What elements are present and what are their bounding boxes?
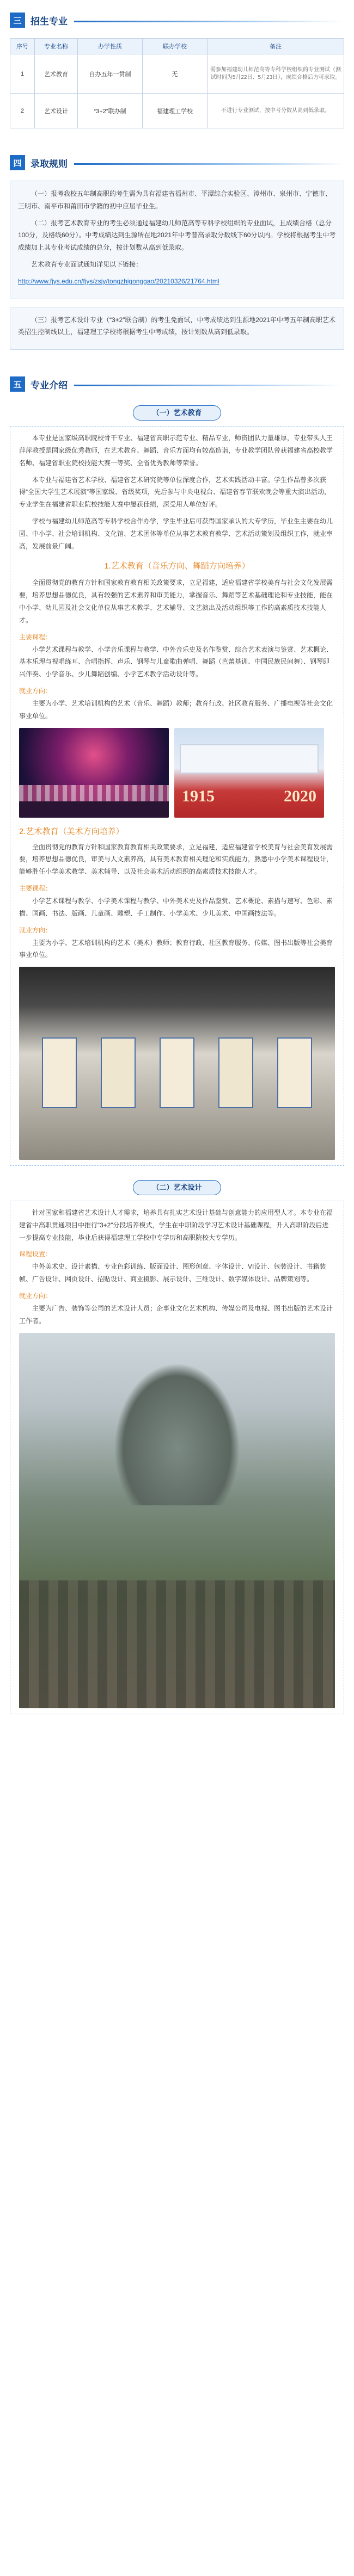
rules-box-2	[10, 307, 344, 350]
label-courses: 主要课程：	[19, 884, 52, 892]
dancers-silhouette	[19, 785, 169, 801]
majors-table	[10, 38, 344, 128]
table-cell: 2	[10, 94, 35, 128]
section-header-3	[10, 8, 344, 33]
section-header-4	[10, 150, 344, 175]
section-divider	[74, 21, 344, 22]
outdoor-sketching-photo	[19, 1333, 335, 1708]
rule-paragraph: （三）报考艺术设计专业（“3+2”联合制）的考生免面试，中考成绩达到生源地2021年中考五年制高职艺术类招生控制线以上，福建理工学校将根据考生中考成绩，按计划数从高到低录取。	[18, 316, 336, 336]
intro-paragraph: 针对国家和福建省艺术设计人才需求，培养具有扎实艺术设计基础与创意能力的应用型人才。本专业在福建省中高职贯通项目中推行“3+2”分段培养模式，学生在中职阶段学习艺术设计基础课程，升入高职阶段后进一步提高专业技能，毕业后获得福建理工学校中专学历和高职院校大专学历。	[19, 1209, 333, 1241]
art-design-frame	[10, 1201, 344, 1714]
section-divider	[74, 385, 344, 386]
table-row	[10, 94, 344, 128]
label-jobs: 就业方向：	[19, 687, 52, 695]
label-courses: 课程设置：	[19, 1250, 52, 1258]
intro-paragraph: 全面贯彻党的教育方针和国家教育教育相关政策要求，立足福建，适应福建省学校美育与社会文化发展需要，培养思想品德优良，具有较强的艺术素养和审美能力，掌握音乐、舞蹈等艺术基础理论和专业技能，能在中小学、幼儿园及社会文化单位从事艺术教学、艺术辅导、文艺演出及活动组织等工作的高素质技术技能人才。	[19, 579, 333, 624]
interview-notice-link[interactable]: http://www.fjys.edu.cn/fjys/zsjy/tongzhigonggao/20210326/21764.html	[18, 277, 219, 285]
table-cell: “3+2”联办制	[78, 94, 143, 128]
stage-floor	[19, 801, 169, 818]
subsection-title: 1.艺术教育（音乐方向、舞蹈方向培养）	[104, 561, 250, 571]
subsection-pill: （一）艺术教育	[133, 405, 221, 421]
building-backdrop	[180, 744, 319, 774]
table-cell: 艺术设计	[35, 94, 78, 128]
gallery-exhibition-photo	[19, 967, 335, 1160]
section-number: 三	[10, 13, 25, 28]
label-jobs: 就业方向：	[19, 926, 52, 934]
table-cell: 自办五年一贯制	[78, 54, 143, 94]
rule-paragraph: 艺术教育专业面试通知详见以下链接：	[31, 260, 143, 268]
section-title: 录取规则	[30, 158, 68, 169]
intro-paragraph: 学校与福建幼儿师范高等专科学校合作办学，学生毕业后可获得国家承认的大专学历，毕业生主要在幼儿园、中小学、社会培训机构、文化馆、艺术团体等单位从事艺术教育教学、艺术活动策划及组织工作，就业率高，发展前景广阔。	[19, 517, 333, 550]
table-header-row	[10, 39, 344, 54]
intro-paragraph: 主要为小学、艺术培训机构的艺术（音乐、舞蹈）教师；教育行政、社区教育服务、广播电视等社会文化事业单位。	[19, 699, 333, 720]
table-header: 序号	[10, 39, 35, 54]
hanging-paintings	[30, 1037, 324, 1108]
anniversary-stage-photo	[174, 728, 324, 818]
intro-paragraph: 本专业与福建省艺术学校、福建省艺术研究院等单位深度合作，艺术实践活动丰富。学生作品曾多次获得“全国大学生艺术展演”等国家级、省级奖项，先后参与中央电视台、福建省春节联欢晚会等重大演出活动，专业学生在福建省职业院校技能大赛中屡获佳绩，深受用人单位好评。	[19, 475, 331, 509]
intro-paragraph: 全面贯彻党的教育方针和国家教育教育相关政策要求，立足福建，适应福建省学校美育与社会美育发展需要，培养思想品德优良，审美与人文素养高，具有美术教育相关理论和实践能力，熟悉中小学美术课程设计，能够胜任小学美术教学、美术辅导、以及社会美术活动组织的高素质技术技能人才。	[19, 843, 333, 876]
intro-paragraph: 主要为小学、艺术培训机构的艺术（美术）教师；教育行政、社区教育服务、传媒、图书出版等社会美育事业单位。	[19, 938, 333, 959]
painting-icon	[218, 1037, 253, 1108]
year-1915: 1915	[182, 787, 215, 805]
table-header: 备注	[207, 39, 344, 54]
painting-icon	[277, 1037, 312, 1108]
table-header: 专业名称	[35, 39, 78, 54]
intro-paragraph: 本专业是国家级高职院校骨干专业、福建省高职示范专业、精品专业，师资团队力量雄厚，专业带头人王萍萍教授是国家级优秀教师，在艺术教育、舞蹈、音乐方面均有较高造诣，专业教学团队曾获福建省高校教学名师、福建省职业院校技能大赛一等奖、全省优秀教师等荣誉。	[19, 434, 333, 467]
table-row	[10, 54, 344, 94]
intro-paragraph: 小学艺术课程与教学、小学美术课程与教学、中外美术史及作品鉴赏、艺术概论、素描与速写、色彩、素描、国画、书法、版画、儿童画、雕塑、手工制作、小学美术、少儿美术、中国画技法等。	[19, 897, 333, 917]
section-number: 四	[10, 155, 25, 170]
section-title: 招生专业	[30, 16, 68, 27]
table-cell: 福建理工学校	[143, 94, 207, 128]
intro-paragraph: 中外美术史、设计素描、专业色彩训练、版面设计、图形创意、字体设计、VI设计、包装设计、书籍装帧、广告设计、网页设计、招贴设计、商业摄影、展示设计、三维设计、数字媒体设计、品牌策划等。	[19, 1263, 326, 1283]
painting-icon	[101, 1037, 136, 1108]
section-title: 专业介绍	[30, 380, 68, 391]
section-number: 五	[10, 376, 25, 392]
year-2020: 2020	[284, 787, 316, 805]
intro-paragraph: 小学艺术课程与教学、小学音乐课程与教学、中外音乐史及名作鉴赏、综合艺术表演与鉴赏、艺术概论、基本乐理与视唱练耳、合唱指挥、声乐、钢琴与儿童歌曲弹唱、舞蹈（芭蕾基训、中国民族民间舞）、钢琴即兴伴奏、小学音乐、少儿舞蹈创编、小学艺术教学活动设计等。	[19, 645, 333, 678]
label-courses: 主要课程：	[19, 633, 52, 641]
table-header: 联办学校	[143, 39, 207, 54]
mountain-rock	[114, 1363, 240, 1505]
section-divider	[74, 163, 344, 165]
table-header: 办学性质	[78, 39, 143, 54]
table-cell: 不进行专业测试，按中考分数从高到低录取。	[207, 94, 344, 128]
table-cell: 需参加福建幼儿师范高等专科学校组织的专业测试（测试时间为5月22日、5月23日），成绩合格后方可录取。	[207, 54, 344, 94]
stage-performance-photo	[19, 728, 169, 818]
painting-icon	[42, 1037, 77, 1108]
art-education-frame	[10, 426, 344, 1166]
photo-row	[19, 728, 335, 818]
rules-box	[10, 181, 344, 299]
students-sketching	[19, 1580, 335, 1708]
table-cell: 1	[10, 54, 35, 94]
rule-paragraph: （二）报考艺术教育专业的考生必须通过福建幼儿师范高等专科学校组织的专业面试，且成绩合格（总分100分，及格线60分）。中考成绩达到生源所在地2021年中考普高录取分数线下60分以内。学校将根据考生中考成绩加上其专业考试成绩的总分，按计划数从高到低录取。	[18, 219, 336, 252]
intro-paragraph: 主要为广告、装饰等公司的艺术设计人员；企事业文化艺术机构、传媒公司及电视、图书出版的艺术设计工作者。	[19, 1305, 333, 1325]
table-cell: 无	[143, 54, 207, 94]
subsection-title: 2.艺术教育（美术方向培养）	[19, 826, 124, 836]
table-cell: 艺术教育	[35, 54, 78, 94]
section-header-5	[10, 372, 344, 397]
painting-icon	[160, 1037, 194, 1108]
subsection-pill: （二）艺术设计	[133, 1180, 221, 1195]
label-jobs: 就业方向：	[19, 1292, 52, 1300]
rule-paragraph: （一）报考我校五年制高职的考生需为具有福建省福州市、平潭综合实验区、漳州市、泉州市、宁德市、三明市、南平市和莆田市学籍的初中应届毕业生。	[18, 190, 332, 210]
